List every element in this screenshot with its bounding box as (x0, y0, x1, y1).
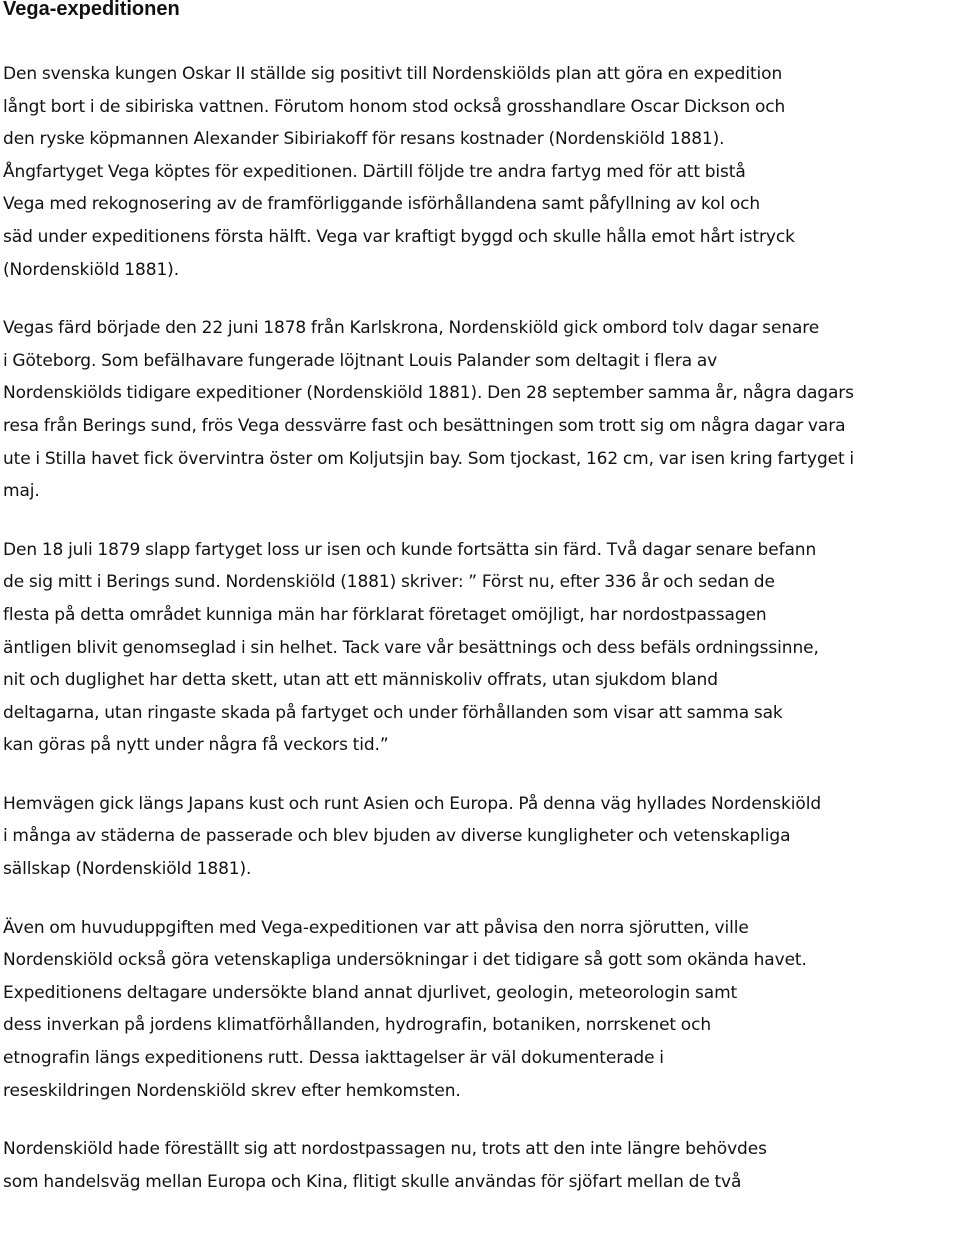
text-line: i Göteborg. Som befälhavare fungerade löjtnant Louis Palander som deltagit i flera av (3, 350, 718, 371)
text-line: äntligen blivit genomseglad i sin helhet. Tack vare vår besättnings och dess befäls ordningssinne, (3, 637, 819, 658)
text-line: (Nordenskiöld 1881). (3, 259, 180, 280)
paragraph-release-from-ice (3, 534, 960, 762)
text-line: Nordenskiöld hade föreställt sig att nordostpassagen nu, trots att den inte längre behövdes (3, 1139, 767, 1160)
text-line: Vega med rekognosering av de framförliggande isförhållandena samt påfyllning av kol och (3, 194, 761, 215)
text-line: deltagarna, utan ringaste skada på fartyget och under förhållanden som visar att samma sak (3, 702, 783, 723)
document-title: Vega-expeditionen (3, 0, 180, 20)
text-line: ute i Stilla havet fick övervintra öster om Koljutsjin bay. Som tjockast, 162 cm, var isen kring fartyget i (3, 448, 854, 469)
paragraph-northeast-passage (3, 1133, 960, 1198)
text-line: i många av städerna de passerade och blev bjuden av diverse kungligheter och vetenskapliga (3, 826, 791, 847)
text-line: sällskap (Nordenskiöld 1881). (3, 859, 252, 880)
text-line: Vegas färd började den 22 juni 1878 från Karlskrona, Nordenskiöld gick ombord tolv dagar senare (3, 318, 820, 339)
text-line: Den svenska kungen Oskar II ställde sig positivt till Nordenskiölds plan att göra en expedition (3, 64, 783, 84)
text-line: Även om huvuduppgiften med Vega-expeditionen var att påvisa den norra sjörutten, ville (3, 917, 749, 938)
text-line: Hemvägen gick längs Japans kust och runt Asien och Europa. På denna väg hyllades Nordenskiöld (3, 793, 822, 814)
text-line: nit och duglighet har detta skett, utan att ett människoliv offrats, utan sjukdom bland (3, 670, 718, 691)
text-line: Ångfartyget Vega köptes för expeditionen. Därtill följde tre andra fartyg med för att bistå (3, 161, 746, 182)
text-line: reseskildringen Nordenskiöld skrev efter hemkomsten. (3, 1080, 461, 1101)
text-line: maj. (3, 481, 40, 502)
paragraph-scientific-research (3, 912, 960, 1108)
text-line: kan göras på nytt under några få veckors tid.” (3, 735, 389, 756)
paragraph-return-journey (3, 788, 960, 886)
text-line: säd under expeditionens första hälft. Vega var kraftigt byggd och skulle hålla emot hårt istryck (3, 226, 795, 247)
text-line: etnografin längs expeditionens rutt. Dessa iakttagelser är väl dokumenterade i (3, 1048, 664, 1069)
paragraph-expedition-plan (3, 58, 960, 286)
text-line: som handelsväg mellan Europa och Kina, flitigt skulle användas för sjöfart mellan de två (3, 1171, 742, 1192)
paragraph-voyage-start (3, 312, 960, 508)
text-line: Expeditionens deltagare undersökte bland annat djurlivet, geologin, meteorologin samt (3, 982, 738, 1003)
text-line: Nordenskiölds tidigare expeditioner (Nordenskiöld 1881). Den 28 september samma år, några dagars (3, 383, 854, 404)
text-line: långt bort i de sibiriska vattnen. Förutom honom stod också grosshandlare Oscar Dickson och (3, 96, 786, 117)
text-line: flesta på detta området kunniga män har förklarat företaget omöjligt, har nordostpassagen (3, 604, 767, 625)
text-line: de sig mitt i Berings sund. Nordenskiöld (1881) skriver: ” Först nu, efter 336 år och sedan de (3, 572, 775, 593)
text-line: Nordenskiöld också göra vetenskapliga undersökningar i det tidigare så gott som okända havet. (3, 950, 807, 971)
text-line: dess inverkan på jordens klimatförhållanden, hydrografin, botaniken, norrskenet och (3, 1015, 712, 1036)
text-line: resa från Berings sund, frös Vega dessvärre fast och besättningen som trott sig om några dagar vara (3, 415, 846, 436)
text-line: Den 18 juli 1879 slapp fartyget loss ur isen och kunde fortsätta sin färd. Två dagar senare befann (3, 539, 817, 560)
text-line: den ryske köpmannen Alexander Sibiriakoff för resans kostnader (Nordenskiöld 1881). (3, 129, 725, 150)
